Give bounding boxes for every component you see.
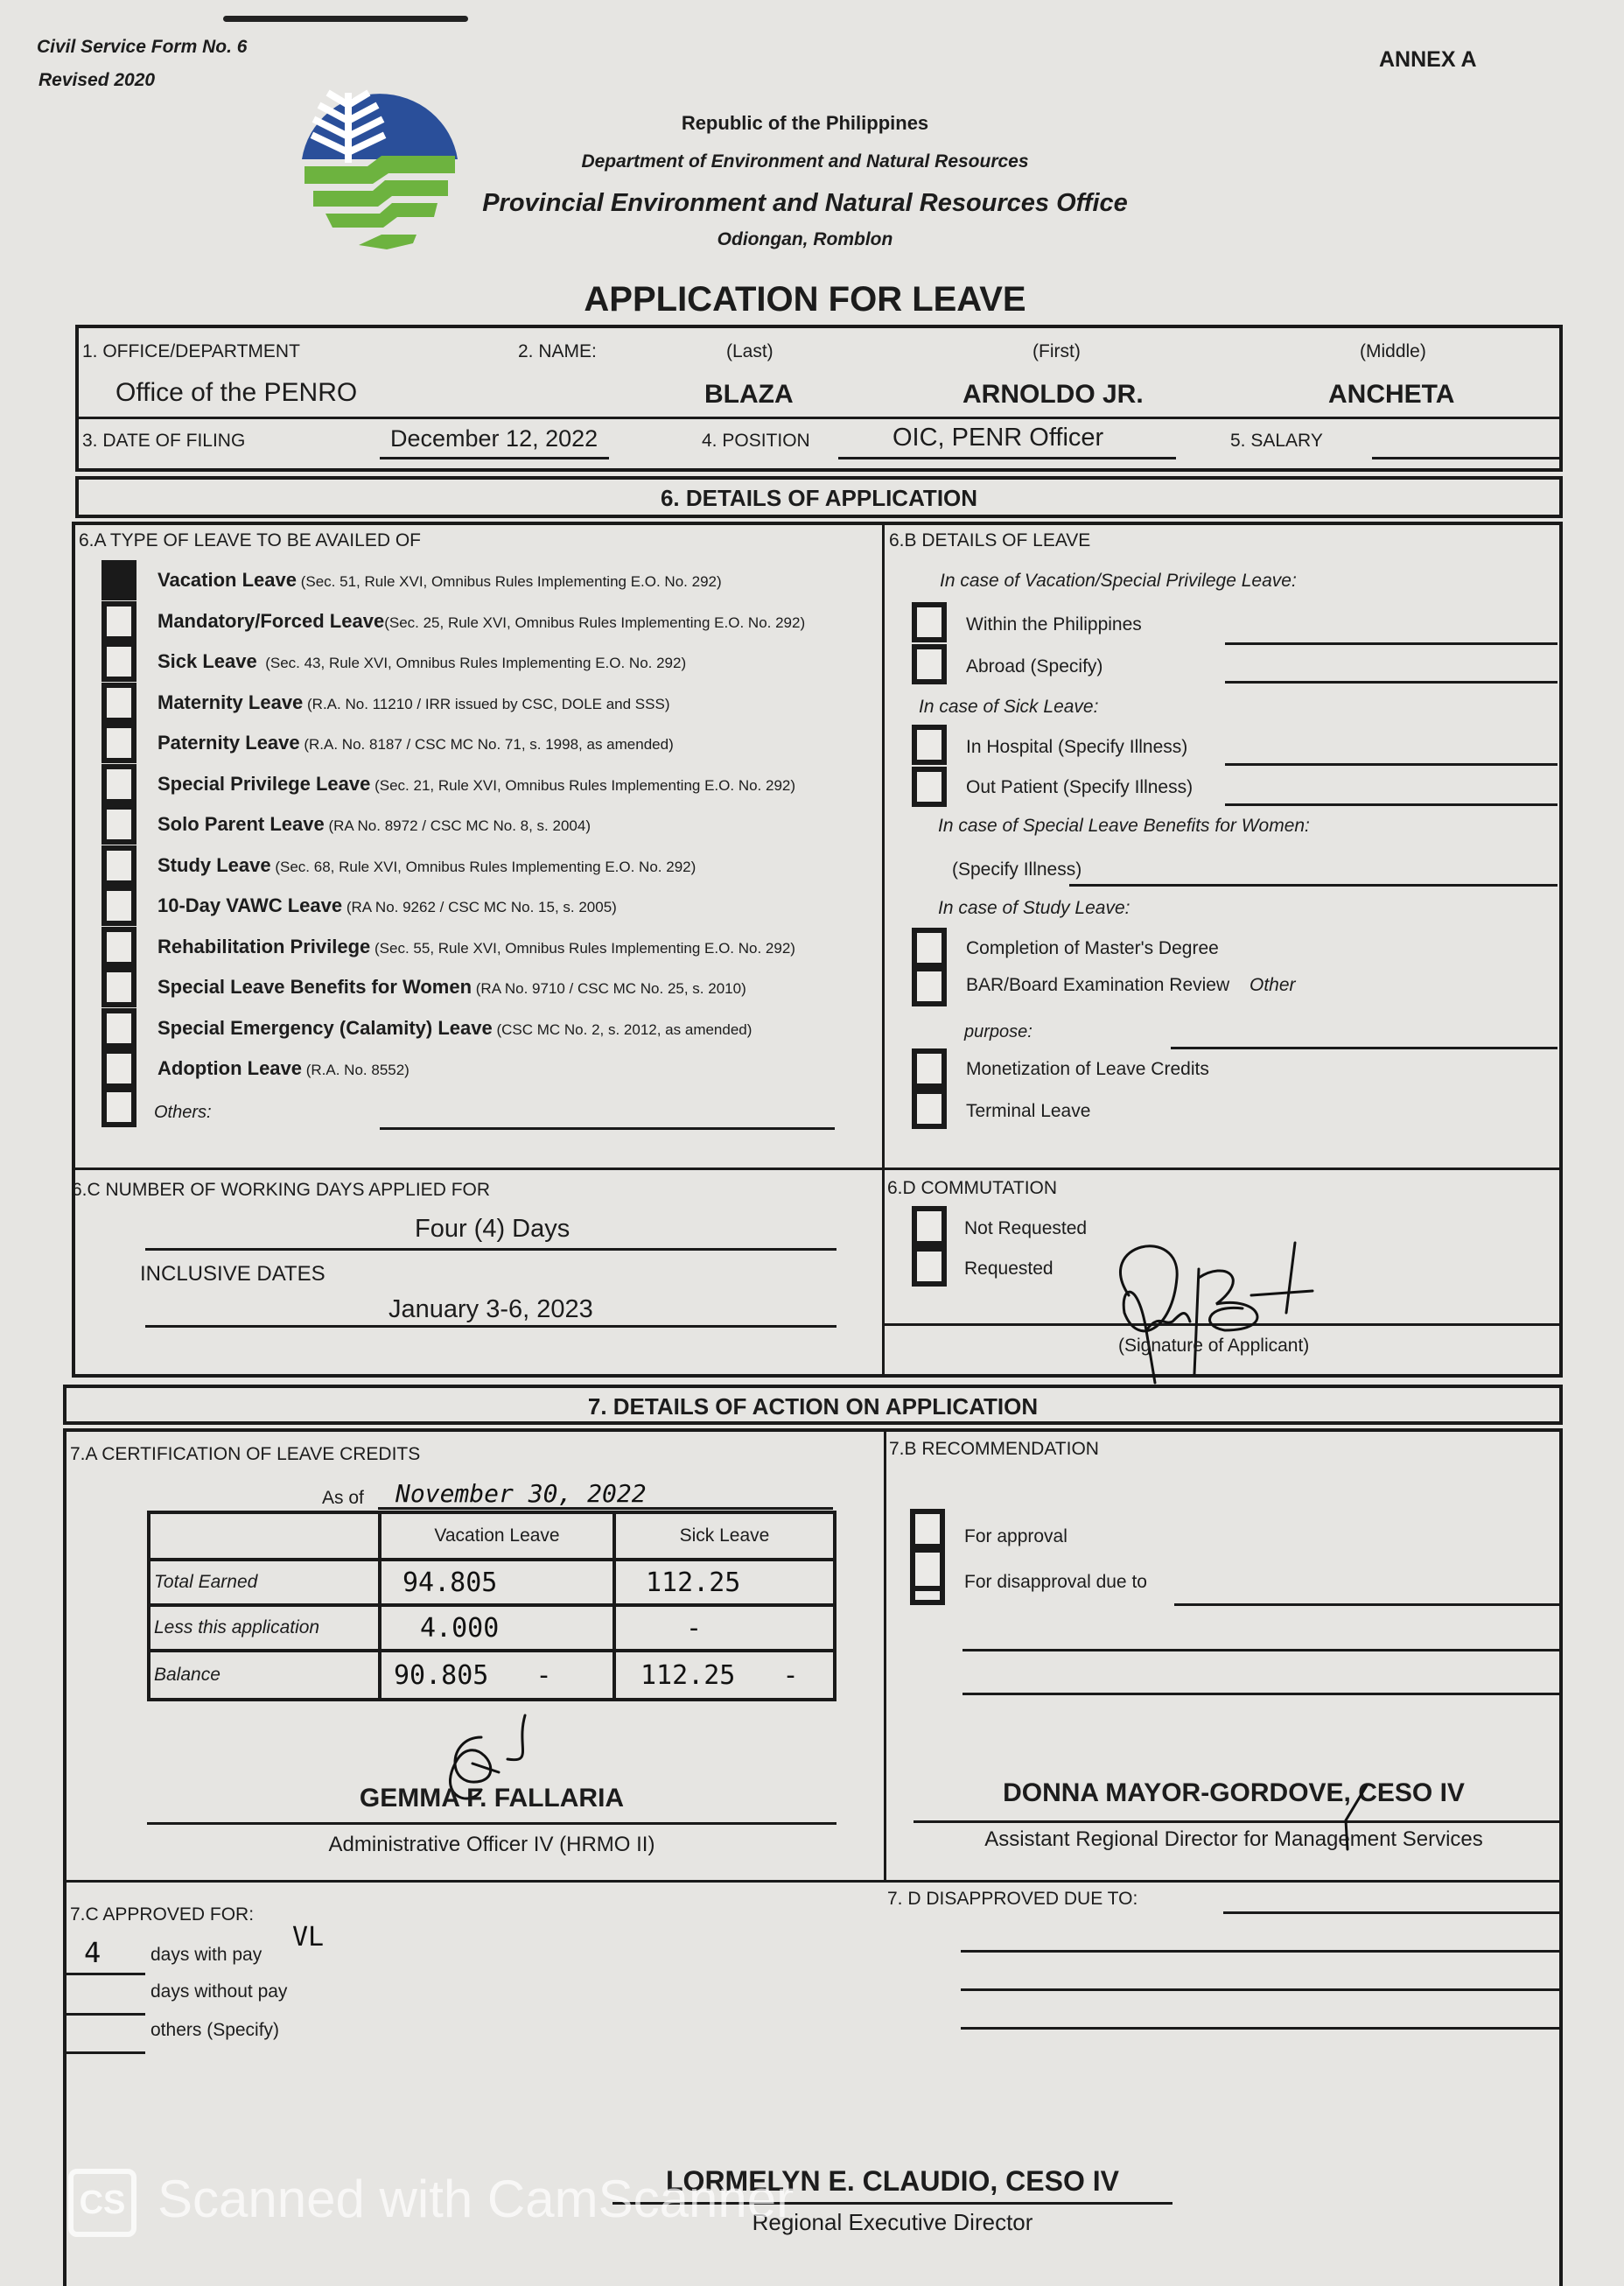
others-specify-underline xyxy=(66,2051,145,2054)
leave-type-item xyxy=(158,732,674,754)
leave-type-reference: (CSC MC No. 2, s. 2012, as amended) xyxy=(492,1021,752,1038)
out-patient-label: Out Patient (Specify Illness) xyxy=(966,777,1194,797)
leave-type-reference: (RA No. 8972 / CSC MC No. 8, s. 2004) xyxy=(324,817,591,834)
sick-details-heading: In case of Sick Leave: xyxy=(919,697,1099,717)
vacation-balance[interactable]: 90.805 - xyxy=(380,1651,614,1700)
leave-type-name: Maternity Leave xyxy=(158,691,304,713)
credits-row-total-earned xyxy=(149,1560,835,1605)
disapproval-line-2 xyxy=(962,1649,1559,1651)
with-pay-underline xyxy=(66,1973,145,1975)
last-name-value[interactable]: BLAZA xyxy=(704,380,794,409)
days-without-pay-label: days without pay xyxy=(150,1981,288,2002)
leave-type-item xyxy=(158,854,696,877)
leave-type-name: Sick Leave xyxy=(158,650,257,672)
not-requested-label: Not Requested xyxy=(964,1218,1088,1238)
terminal-leave-checkbox[interactable] xyxy=(912,1089,947,1129)
credits-header-vacation: Vacation Leave xyxy=(380,1512,614,1560)
as-of-value[interactable]: November 30, 2022 xyxy=(396,1479,647,1508)
section7a-title: 7.A CERTIFICATION OF LEAVE CREDITS xyxy=(70,1444,421,1464)
form-number: Civil Service Form No. 6 xyxy=(37,37,248,57)
leave-type-item xyxy=(158,813,591,836)
form-title: APPLICATION FOR LEAVE xyxy=(584,280,1026,319)
not-requested-checkbox[interactable] xyxy=(912,1206,947,1246)
for-approval-checkbox[interactable] xyxy=(910,1509,945,1549)
vacation-details-heading: In case of Vacation/Special Privilege Leave: xyxy=(940,571,1297,591)
form-revision: Revised 2020 xyxy=(38,70,156,90)
leave-type-checkbox[interactable] xyxy=(102,1008,136,1048)
leave-type-checkbox[interactable] xyxy=(102,683,136,723)
leave-type-checkbox[interactable] xyxy=(102,723,136,763)
date-of-filing-label: 3. DATE OF FILING xyxy=(82,431,246,451)
leave-type-reference: (R.A. No. 8187 / CSC MC No. 71, s. 1998, as amended) xyxy=(299,736,674,753)
section7-col-divider xyxy=(884,1428,886,1880)
bar-review-checkbox[interactable] xyxy=(912,966,947,1006)
sick-total-earned[interactable]: 112.25 xyxy=(614,1560,835,1605)
others-checkbox[interactable] xyxy=(102,1087,136,1127)
divider xyxy=(75,417,1563,419)
recommender-name: DONNA MAYOR-GORDOVE, CESO IV xyxy=(1003,1778,1465,1807)
first-name-value[interactable]: ARNOLDO JR. xyxy=(962,380,1144,409)
leave-type-reference: (Sec. 43, Rule XVI, Omnibus Rules Implementing E.O. No. 292) xyxy=(256,655,687,671)
without-pay-underline xyxy=(66,2013,145,2016)
leave-type-name: 10-Day VAWC Leave xyxy=(158,894,343,916)
denr-logo xyxy=(298,79,459,249)
leave-type-checkbox[interactable] xyxy=(102,927,136,967)
leave-credits-table xyxy=(147,1511,836,1701)
days-with-pay-value[interactable]: 4 xyxy=(84,1936,102,1969)
leave-type-checkbox[interactable] xyxy=(102,642,136,682)
leave-type-reference: (R.A. No. 8552) xyxy=(302,1062,410,1078)
abroad-label: Abroad (Specify) xyxy=(966,656,1103,677)
leave-type-reference: (Sec. 68, Rule XVI, Omnibus Rules Implementing E.O. No. 292) xyxy=(270,859,696,875)
within-philippines-checkbox[interactable] xyxy=(912,602,947,642)
leave-type-reference: (R.A. No. 11210 / IRR issued by CSC, DOLE and SSS) xyxy=(303,696,670,712)
monetization-checkbox[interactable] xyxy=(912,1048,947,1089)
leave-type-reference: (Sec. 21, Rule XVI, Omnibus Rules Implementing E.O. No. 292) xyxy=(370,777,796,794)
row-label: Total Earned xyxy=(149,1560,380,1605)
leave-type-reference: (RA No. 9262 / CSC MC No. 15, s. 2005) xyxy=(342,899,617,915)
inclusive-dates-value[interactable]: January 3-6, 2023 xyxy=(388,1295,593,1323)
other-label: Other xyxy=(1250,975,1296,995)
for-disapproval-checkbox-frame xyxy=(910,1547,945,1591)
salary-label: 5. SALARY xyxy=(1230,431,1323,451)
sick-balance[interactable]: 112.25 - xyxy=(614,1651,835,1700)
hospital-underline xyxy=(1225,763,1558,766)
leave-type-name: Special Privilege Leave xyxy=(158,773,371,795)
inclusive-dates-underline xyxy=(145,1325,836,1328)
inclusive-dates-label: INCLUSIVE DATES xyxy=(140,1262,326,1286)
section7-title: 7. DETAILS OF ACTION ON APPLICATION xyxy=(587,1393,1039,1420)
purpose-underline xyxy=(1171,1047,1558,1049)
women-details-heading: In case of Special Leave Benefits for Women: xyxy=(938,816,1310,836)
date-underline xyxy=(380,457,609,459)
final-approver-title: Regional Executive Director xyxy=(752,2209,1033,2235)
in-hospital-checkbox[interactable] xyxy=(912,725,947,765)
recommender-title: Assistant Regional Director for Management Services xyxy=(984,1827,1483,1851)
credits-header-blank xyxy=(149,1512,380,1560)
specify-illness-label: (Specify Illness) xyxy=(952,859,1082,880)
camscanner-logo-text: CS xyxy=(79,2184,126,2221)
leave-type-name: Special Leave Benefits for Women xyxy=(158,976,472,998)
applicant-signature xyxy=(1076,1225,1339,1392)
outpatient-underline xyxy=(1225,803,1558,806)
position-value[interactable]: OIC, PENR Officer xyxy=(892,424,1104,452)
working-days-value[interactable]: Four (4) Days xyxy=(415,1215,570,1243)
leave-type-checkbox[interactable] xyxy=(102,560,136,600)
leave-type-item xyxy=(158,650,686,673)
header-location: Odiongan, Romblon xyxy=(717,229,893,249)
section6d-title: 6.D COMMUTATION xyxy=(887,1178,1058,1198)
middle-name-label: (Middle) xyxy=(1360,341,1426,361)
vacation-less-application[interactable]: 4.000 xyxy=(380,1605,614,1651)
disapproval-line-3 xyxy=(962,1693,1559,1695)
camscanner-logo xyxy=(68,2169,136,2237)
leave-type-reference: (Sec. 55, Rule XVI, Omnibus Rules Implementing E.O. No. 292) xyxy=(370,940,795,957)
leave-type-item xyxy=(158,569,722,592)
position-label: 4. POSITION xyxy=(702,431,810,451)
working-days-underline xyxy=(145,1248,836,1251)
annex-label: ANNEX A xyxy=(1379,47,1477,72)
final-approver-name: LORMELYN E. CLAUDIO, CESO IV xyxy=(666,2165,1119,2197)
leave-type-item xyxy=(158,773,795,796)
section7b-title: 7.B RECOMMENDATION xyxy=(889,1439,1099,1459)
staple-mark xyxy=(223,16,468,22)
leave-type-name: Study Leave xyxy=(158,854,271,876)
name-label: 2. NAME: xyxy=(518,341,597,361)
leave-type-reference: (Sec. 51, Rule XVI, Omnibus Rules Implementing E.O. No. 292) xyxy=(296,573,722,590)
others-label: Others: xyxy=(154,1103,212,1122)
disapproved-line-3 xyxy=(961,1988,1559,1991)
section6-col-divider xyxy=(882,522,885,1378)
sick-less-application[interactable]: - xyxy=(614,1605,835,1651)
leave-type-item xyxy=(158,894,617,917)
masters-degree-label: Completion of Master's Degree xyxy=(966,938,1219,958)
section6c-title: 6.C NUMBER OF WORKING DAYS APPLIED FOR xyxy=(72,1180,491,1200)
disapproved-line-4 xyxy=(961,2027,1559,2030)
recommender-initial xyxy=(1339,1781,1374,1851)
leave-type-checkbox[interactable] xyxy=(102,764,136,804)
hrmo-signature-line xyxy=(147,1822,836,1825)
leave-type-item xyxy=(158,1017,752,1040)
masters-degree-checkbox[interactable] xyxy=(912,928,947,968)
leave-type-reference: (Sec. 25, Rule XVI, Omnibus Rules Implementing E.O. No. 292) xyxy=(384,614,806,631)
abroad-checkbox[interactable] xyxy=(912,644,947,684)
others-specify-label: others (Specify) xyxy=(150,2020,280,2040)
out-patient-checkbox[interactable] xyxy=(912,767,947,807)
leave-type-item xyxy=(158,691,670,714)
disapproval-line-1 xyxy=(1174,1603,1559,1606)
leave-type-checkbox[interactable] xyxy=(102,886,136,926)
leave-type-item xyxy=(158,936,795,958)
bar-review-label: BAR/Board Examination Review xyxy=(966,975,1230,995)
section6-row-divider xyxy=(72,1168,1563,1170)
row-label: Balance xyxy=(149,1651,380,1700)
office-value[interactable]: Office of the PENRO xyxy=(116,378,358,407)
leave-type-name: Adoption Leave xyxy=(158,1057,303,1079)
credits-header-sick: Sick Leave xyxy=(614,1512,835,1560)
applicant-signature-label: (Signature of Applicant) xyxy=(1118,1336,1310,1356)
leave-type-checkbox[interactable] xyxy=(102,1048,136,1089)
leave-type-name: Paternity Leave xyxy=(158,732,300,754)
terminal-leave-label: Terminal Leave xyxy=(966,1101,1091,1121)
leave-type-checkbox[interactable] xyxy=(102,845,136,886)
row-label: Less this application xyxy=(149,1605,380,1651)
salary-underline xyxy=(1372,457,1559,459)
last-name-label: (Last) xyxy=(726,341,774,361)
days-with-pay-note[interactable]: VL xyxy=(292,1922,325,1953)
section7-row-divider xyxy=(63,1880,1563,1883)
for-disapproval-label: For disapproval due to xyxy=(964,1572,1147,1592)
office-label: 1. OFFICE/DEPARTMENT xyxy=(82,341,300,361)
first-name-label: (First) xyxy=(1032,341,1081,361)
leave-type-reference: (RA No. 9710 / CSC MC No. 25, s. 2010) xyxy=(472,980,746,997)
days-with-pay-label: days with pay xyxy=(150,1945,262,1965)
within-underline xyxy=(1225,642,1558,645)
recommender-signature-line xyxy=(914,1820,1559,1823)
hrmo-title: Administrative Officer IV (HRMO II) xyxy=(328,1833,655,1856)
position-underline xyxy=(838,457,1176,459)
as-of-label: As of xyxy=(322,1488,364,1508)
vacation-total-earned[interactable]: 94.805 xyxy=(380,1560,614,1605)
leave-type-item xyxy=(158,1057,410,1080)
section6a-title: 6.A TYPE OF LEAVE TO BE AVAILED OF xyxy=(79,530,421,550)
leave-type-name: Vacation Leave xyxy=(158,569,297,591)
abroad-underline xyxy=(1225,681,1558,684)
camscanner-watermark: Scanned with CamScanner xyxy=(158,2170,794,2228)
requested-checkbox[interactable] xyxy=(912,1246,947,1287)
monetization-label: Monetization of Leave Credits xyxy=(966,1059,1209,1079)
for-approval-label: For approval xyxy=(964,1526,1068,1546)
purpose-label: purpose: xyxy=(964,1022,1032,1041)
section6b-title: 6.B DETAILS OF LEAVE xyxy=(889,530,1091,550)
study-details-heading: In case of Study Leave: xyxy=(938,898,1130,918)
disapproved-line-1 xyxy=(1223,1911,1559,1914)
leave-type-checkbox[interactable] xyxy=(102,601,136,642)
credits-row-less-application xyxy=(149,1605,835,1651)
in-hospital-label: In Hospital (Specify Illness) xyxy=(966,737,1188,757)
leave-type-item xyxy=(158,976,746,999)
leave-type-name: Rehabilitation Privilege xyxy=(158,936,371,957)
section7c-title: 7.C APPROVED FOR: xyxy=(70,1904,255,1925)
section6-title: 6. DETAILS OF APPLICATION xyxy=(660,485,978,511)
specify-illness-underline xyxy=(1069,884,1558,887)
header-republic: Republic of the Philippines xyxy=(681,112,929,134)
header-department: Department of Environment and Natural Resources xyxy=(581,151,1029,172)
within-philippines-label: Within the Philippines xyxy=(966,614,1142,635)
others-underline xyxy=(380,1127,835,1130)
leave-type-name: Mandatory/Forced Leave xyxy=(158,610,385,632)
section7d-title: 7. D DISAPPROVED DUE TO: xyxy=(887,1889,1138,1909)
hrmo-name: GEMMA F. FALLARIA xyxy=(359,1784,625,1813)
requested-label: Requested xyxy=(964,1259,1054,1279)
middle-name-value[interactable]: ANCHETA xyxy=(1328,380,1455,409)
leave-type-item xyxy=(158,610,805,633)
leave-type-name: Special Emergency (Calamity) Leave xyxy=(158,1017,493,1039)
header-office: Provincial Environment and Natural Resources Office xyxy=(482,189,1128,217)
as-of-underline xyxy=(378,1507,833,1510)
disapproved-line-2 xyxy=(961,1950,1559,1953)
leave-type-checkbox[interactable] xyxy=(102,804,136,845)
credits-row-balance xyxy=(149,1651,835,1700)
date-of-filing-value[interactable]: December 12, 2022 xyxy=(390,425,598,452)
leave-type-name: Solo Parent Leave xyxy=(158,813,325,835)
leave-type-checkbox[interactable] xyxy=(102,967,136,1007)
